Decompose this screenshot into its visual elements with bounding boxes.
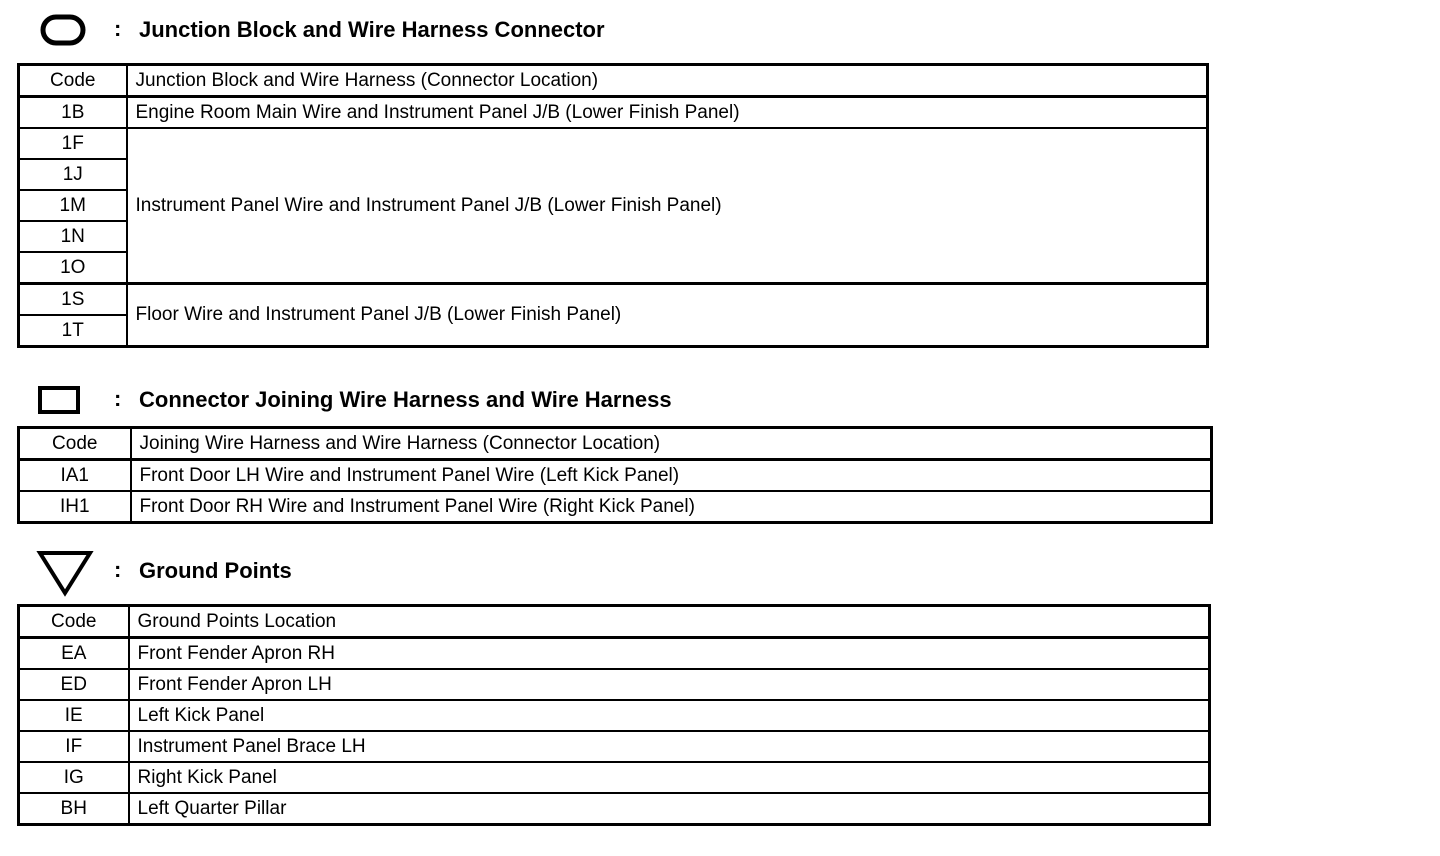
code-cell: IH1 <box>19 491 131 523</box>
desc-cell: Front Door RH Wire and Instrument Panel Wire (Right Kick Panel) <box>131 491 1212 523</box>
header-code: Code <box>19 606 129 638</box>
code-cell: IF <box>19 731 129 762</box>
rounded-rectangle-icon <box>40 14 88 48</box>
table-row <box>19 731 1210 762</box>
junction-section-header <box>36 10 1216 50</box>
code-cell: 1S <box>19 284 127 316</box>
code-cell: IA1 <box>19 460 131 492</box>
code-cell: 1M <box>19 190 127 221</box>
desc-cell: Left Kick Panel <box>129 700 1210 731</box>
header-desc: Ground Points Location <box>129 606 1210 638</box>
section-title: Junction Block and Wire Harness Connector <box>139 17 605 42</box>
table-header-row <box>19 428 1212 460</box>
ground-section-header <box>36 550 1216 590</box>
section-colon: : <box>114 386 122 411</box>
joining-table <box>17 426 1213 524</box>
code-cell: 1N <box>19 221 127 252</box>
code-cell: 1B <box>19 97 127 129</box>
header-desc: Joining Wire Harness and Wire Harness (Connector Location) <box>131 428 1212 460</box>
table-row <box>19 669 1210 700</box>
desc-cell: Instrument Panel Brace LH <box>129 731 1210 762</box>
down-triangle-icon <box>36 550 94 598</box>
table-header-row <box>19 606 1210 638</box>
desc-cell: Front Fender Apron LH <box>129 669 1210 700</box>
table-row <box>19 284 1208 316</box>
code-cell: 1F <box>19 128 127 159</box>
header-desc: Junction Block and Wire Harness (Connector Location) <box>127 65 1208 97</box>
desc-cell: Right Kick Panel <box>129 762 1210 793</box>
desc-cell: Left Quarter Pillar <box>129 793 1210 825</box>
header-code: Code <box>19 428 131 460</box>
rectangle-icon <box>36 384 84 418</box>
code-cell: 1J <box>19 159 127 190</box>
header-code: Code <box>19 65 127 97</box>
table-row <box>19 700 1210 731</box>
joining-section-header <box>36 380 1216 420</box>
table-row <box>19 460 1212 492</box>
code-cell: 1O <box>19 252 127 284</box>
table-row <box>19 762 1210 793</box>
section-title: Connector Joining Wire Harness and Wire Harness <box>139 387 672 412</box>
table-row <box>19 793 1210 825</box>
table-row <box>19 491 1212 523</box>
code-cell: EA <box>19 638 129 670</box>
section-colon: : <box>114 557 122 582</box>
desc-cell: Floor Wire and Instrument Panel J/B (Lower Finish Panel) <box>127 284 1208 347</box>
code-cell: 1T <box>19 315 127 347</box>
section-title: Ground Points <box>139 558 292 583</box>
table-header-row <box>19 65 1208 97</box>
code-cell: BH <box>19 793 129 825</box>
section-colon: : <box>114 16 122 41</box>
ground-table <box>17 604 1211 826</box>
desc-cell: Engine Room Main Wire and Instrument Panel J/B (Lower Finish Panel) <box>127 97 1208 129</box>
desc-cell: Front Fender Apron RH <box>129 638 1210 670</box>
table-row <box>19 97 1208 129</box>
table-row <box>19 128 1208 159</box>
table-row <box>19 638 1210 670</box>
desc-cell: Front Door LH Wire and Instrument Panel Wire (Left Kick Panel) <box>131 460 1212 492</box>
code-cell: IE <box>19 700 129 731</box>
code-cell: IG <box>19 762 129 793</box>
desc-cell: Instrument Panel Wire and Instrument Panel J/B (Lower Finish Panel) <box>127 128 1208 284</box>
code-cell: ED <box>19 669 129 700</box>
junction-table <box>17 63 1209 348</box>
